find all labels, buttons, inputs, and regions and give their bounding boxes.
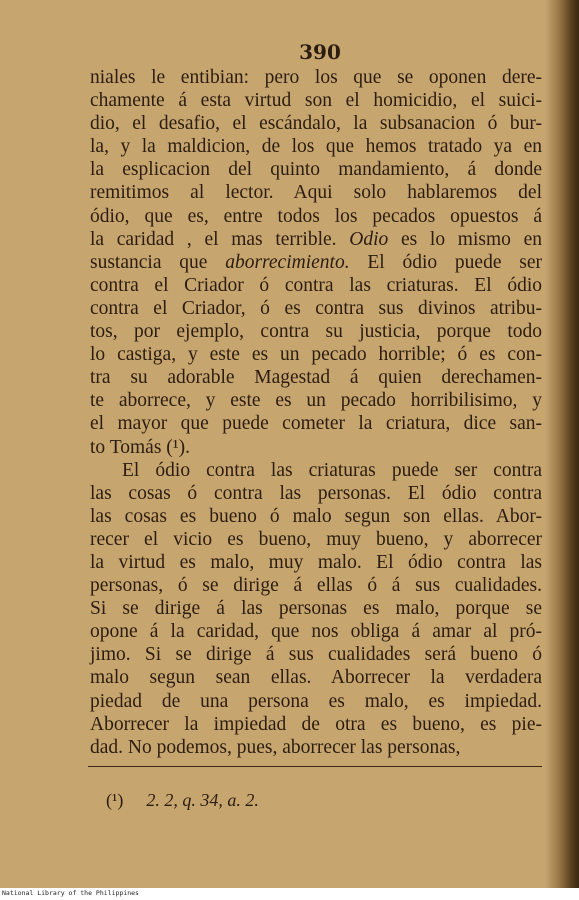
text-line — [90, 505, 542, 528]
text-segment: dad. No podemos, pues, aborrecer las personas, — [90, 736, 461, 758]
text-segment: la caridad , el mas terrible. — [90, 228, 350, 250]
text-segment: malo segun sean ellas. Aborrecer la verdadera — [90, 667, 542, 689]
footnote — [106, 790, 259, 811]
text-line — [90, 643, 542, 666]
text-segment: dio, el desafio, el escándalo, la subsanacion ó bur- — [90, 113, 542, 135]
text-line — [90, 66, 542, 89]
text-line — [90, 574, 542, 597]
text-line — [90, 412, 542, 435]
text-segment: remitimos al lector. Aqui solo hablaremos del — [90, 182, 542, 204]
text-line — [90, 274, 542, 297]
text-segment: piedad de una persona es malo, es impiedad. — [90, 690, 542, 712]
page-edge-shadow — [545, 0, 579, 888]
text-line — [90, 320, 542, 343]
text-segment: la, y la maldicion, de los que hemos tratado ya en — [90, 136, 542, 158]
text-segment: chamente á esta virtud son el homicidio, el suici- — [90, 90, 542, 112]
text-line — [90, 158, 542, 181]
text-line — [90, 666, 542, 689]
text-segment: la virtud es malo, muy malo. El ódio contra las — [90, 551, 542, 573]
text-segment: contra el Criador ó contra las criaturas. El ódio — [90, 274, 542, 296]
text-segment: El ódio contra las criaturas puede ser contra — [122, 459, 542, 481]
text-line — [90, 528, 542, 551]
text-segment: es lo mismo en — [388, 228, 542, 250]
text-segment: tos, por ejemplo, contra su justicia, porque todo — [90, 321, 542, 343]
text-segment: opone á la caridad, que nos obliga á amar al pró- — [90, 621, 542, 643]
text-line — [90, 597, 542, 620]
text-line — [90, 736, 542, 759]
text-line — [90, 181, 542, 204]
text-segment: Si se dirige á las personas es malo, porque se — [90, 598, 542, 620]
footnote-rule — [88, 766, 542, 767]
text-line — [90, 713, 542, 736]
footnote-marker: (¹) — [106, 790, 124, 810]
page-number: 390 — [299, 40, 341, 64]
italic-term: Odio — [349, 228, 389, 250]
body-text — [90, 66, 542, 759]
text-line — [90, 297, 542, 320]
library-credit: National Library of the Philippines — [2, 889, 139, 897]
text-line — [90, 482, 542, 505]
text-segment: Aborrecer la impiedad de otra es bueno, es pie- — [90, 713, 542, 735]
text-line — [90, 112, 542, 135]
text-segment: recer el vicio es bueno, muy bueno, y aborrecer — [90, 528, 542, 550]
text-segment: te aborrece, y este es un pecado horribilisimo, y — [90, 390, 542, 412]
text-line — [90, 89, 542, 112]
text-segment: El ódio puede ser — [349, 251, 543, 273]
text-segment: las cosas es bueno ó malo segun son ellas. Abor- — [90, 505, 542, 527]
text-line — [90, 205, 542, 228]
text-line — [90, 251, 542, 274]
text-segment: ódio, que es, entre todos los pecados opuestos á — [90, 205, 542, 227]
text-line — [90, 551, 542, 574]
footnote-text: 2. 2, q. 34, a. 2. — [146, 790, 259, 810]
text-line — [90, 135, 542, 158]
text-line — [90, 343, 542, 366]
text-segment: las cosas ó contra las personas. El ódio contra — [90, 482, 542, 504]
text-segment: sustancia que — [90, 251, 226, 273]
text-line — [90, 459, 542, 482]
text-segment: niales le entibian: pero los que se oponen dere- — [90, 67, 542, 88]
text-segment: la esplicacion del quinto mandamiento, á donde — [90, 159, 542, 181]
text-line — [90, 366, 542, 389]
text-line — [90, 436, 542, 459]
text-segment: to Tomás (¹). — [90, 436, 190, 458]
text-segment: lo castiga, y este es un pecado horrible; ó es con- — [90, 344, 542, 366]
text-line — [90, 389, 542, 412]
text-segment: tra su adorable Magestad á quien derechamen- — [90, 367, 542, 389]
text-segment: personas, ó se dirige á ellas ó á sus cualidades. — [90, 575, 542, 597]
text-line — [90, 690, 542, 713]
text-segment: jimo. Si se dirige á sus cualidades será bueno ó — [90, 644, 542, 666]
text-line — [90, 228, 542, 251]
text-segment: el mayor que puede cometer la criatura, dice san- — [90, 413, 542, 435]
text-segment: contra el Criador, ó es contra sus divinos atribu- — [90, 297, 542, 319]
text-line — [90, 620, 542, 643]
italic-term: aborrecimiento. — [225, 251, 350, 273]
